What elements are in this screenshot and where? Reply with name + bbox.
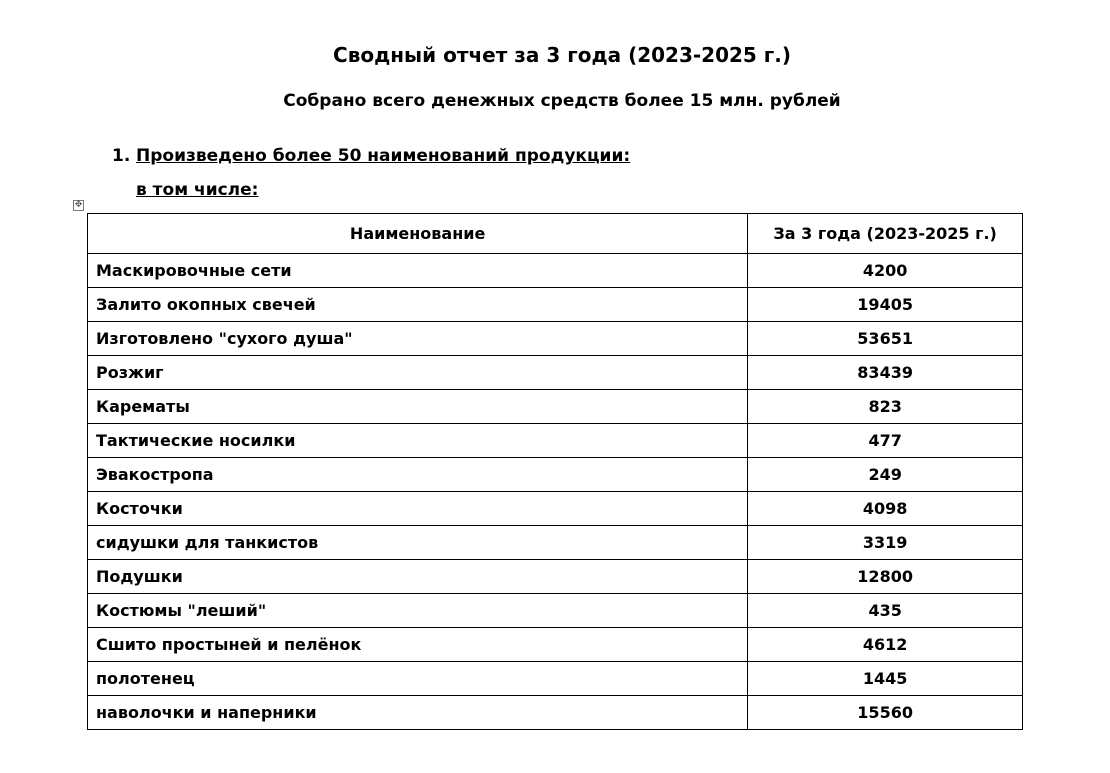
product-name-cell: Маскировочные сети — [88, 254, 748, 288]
product-name-cell: полотенец — [88, 662, 748, 696]
product-total-cell: 83439 — [748, 356, 1023, 390]
table-row — [88, 458, 1023, 492]
products-table — [87, 213, 1023, 730]
product-name-cell: сидушки для танкистов — [88, 526, 748, 560]
section-heading-text: Произведено более 50 наименований продукции: — [136, 146, 631, 166]
product-total-cell: 4098 — [748, 492, 1023, 526]
table-row — [88, 594, 1023, 628]
product-name-cell: Подушки — [88, 560, 748, 594]
table-header-row — [88, 214, 1023, 254]
product-total-cell: 53651 — [748, 322, 1023, 356]
table-row — [88, 424, 1023, 458]
move-arrows-icon[interactable]: ✥ — [74, 200, 83, 210]
section-number: 1. — [112, 146, 131, 166]
product-name-cell: Залито окопных свечей — [88, 288, 748, 322]
table-row — [88, 390, 1023, 424]
table-row — [88, 526, 1023, 560]
table-row — [88, 560, 1023, 594]
table-row — [88, 288, 1023, 322]
document-subtitle: Собрано всего денежных средств более 15 млн. рублей — [283, 91, 841, 111]
table-row — [88, 696, 1023, 730]
table-row — [88, 356, 1023, 390]
product-name-cell: наволочки и наперники — [88, 696, 748, 730]
product-total-cell: 19405 — [748, 288, 1023, 322]
product-total-cell: 477 — [748, 424, 1023, 458]
product-total-cell: 4612 — [748, 628, 1023, 662]
product-name-cell: Сшито простыней и пелёнок — [88, 628, 748, 662]
product-name-cell: Розжиг — [88, 356, 748, 390]
product-total-cell: 4200 — [748, 254, 1023, 288]
product-total-cell: 249 — [748, 458, 1023, 492]
product-total-cell: 435 — [748, 594, 1023, 628]
product-total-cell: 12800 — [748, 560, 1023, 594]
product-total-cell: 823 — [748, 390, 1023, 424]
product-name-cell: Косточки — [88, 492, 748, 526]
table-row — [88, 662, 1023, 696]
section-subheading: в том числе: — [136, 180, 259, 200]
product-name-cell: Изготовлено "сухого душа" — [88, 322, 748, 356]
product-name-cell: Костюмы "леший" — [88, 594, 748, 628]
table-row — [88, 322, 1023, 356]
product-name-cell: Карематы — [88, 390, 748, 424]
section-heading — [112, 139, 630, 207]
product-total-cell: 1445 — [748, 662, 1023, 696]
table-row — [88, 492, 1023, 526]
column-header-name: Наименование — [88, 214, 748, 254]
column-header-total: За 3 года (2023-2025 г.) — [748, 214, 1023, 254]
product-name-cell: Тактические носилки — [88, 424, 748, 458]
table-row — [88, 254, 1023, 288]
product-total-cell: 15560 — [748, 696, 1023, 730]
product-name-cell: Эвакостропа — [88, 458, 748, 492]
table-row — [88, 628, 1023, 662]
product-total-cell: 3319 — [748, 526, 1023, 560]
document-title: Сводный отчет за 3 года (2023-2025 г.) — [333, 43, 791, 67]
